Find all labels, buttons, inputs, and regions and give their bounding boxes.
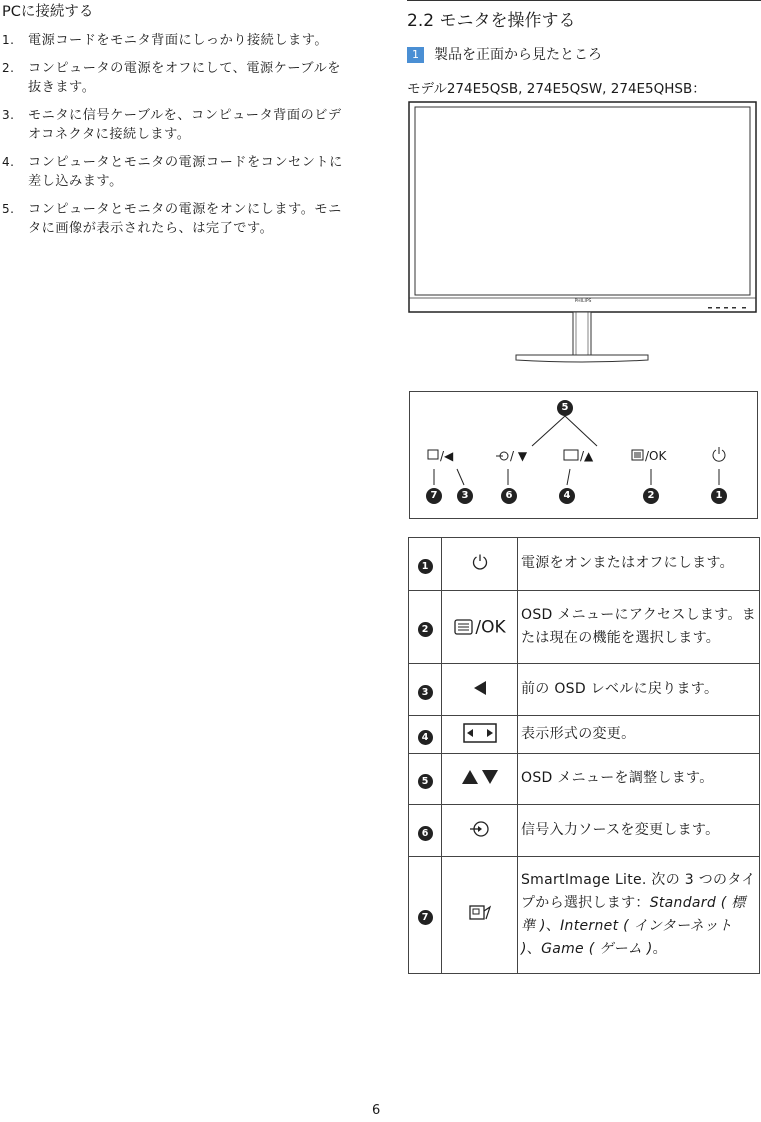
mode-game: Game ( ゲーム )	[541, 940, 653, 957]
section-title: 2.2 モニタを操作する	[407, 11, 576, 31]
row-number: 7	[418, 910, 433, 925]
control-buttons-diagram	[409, 391, 758, 519]
button-label-left: /◀	[440, 449, 454, 463]
row-number: 2	[418, 622, 433, 637]
table-row	[409, 716, 760, 754]
step-item: 4. コンピュータとモニタの電源コードをコンセントに差し込みます。	[2, 155, 343, 189]
row-description: 信号入力ソースを変更します。	[518, 805, 760, 857]
table-row	[409, 805, 760, 857]
row-description: 表示形式の変更。	[518, 716, 760, 754]
row-number: 5	[418, 774, 433, 789]
monitor-brand-logo: PHILIPS	[574, 299, 592, 304]
step-item: 5. コンピュータとモニタの電源をオンにします。モニタに画像が表示されたら、は完了です。	[2, 202, 342, 236]
diagram-icons	[428, 447, 725, 461]
subsection-title: 1 製品を正面から見たところ	[407, 44, 602, 64]
row-number: 3	[418, 685, 433, 700]
page-number: 6	[372, 1103, 381, 1118]
smartimage-icon	[468, 903, 492, 923]
step-item: 2. コンピュータの電源をオフにして、電源ケーブルを抜きます。	[2, 61, 341, 95]
button-label-ok: /OK	[645, 449, 667, 463]
monitor-front-illustration	[408, 101, 758, 366]
diagram-number-2: 2	[643, 488, 659, 504]
diagram-number-4: 4	[559, 488, 575, 504]
diagram-number-6: 6	[501, 488, 517, 504]
up-down-triangles-icon	[460, 769, 500, 785]
button-label-down: / ▼	[510, 449, 528, 463]
step-item: 1. 電源コードをモニタ背面にしっかり接続します。	[2, 33, 329, 48]
table-row	[409, 664, 760, 716]
row-description: 電源をオンまたはオフにします。	[518, 538, 760, 591]
table-row	[409, 538, 760, 591]
input-source-icon	[469, 820, 491, 838]
model-line: モデル274E5QSB, 274E5QSW, 274E5QHSB：	[407, 81, 706, 97]
aspect-icon	[462, 722, 498, 744]
row-description: SmartImage Lite. 次の 3 つのタイプから選択します：Standard ( 標準 )、Internet ( インターネット )、Game ( ゲーム )。	[518, 857, 760, 974]
table-row: 2 /OK OSD メニューにアクセスします。または現在の機能を選択します。	[409, 591, 760, 664]
diagram-number-3: 3	[457, 488, 473, 504]
row-number: 4	[418, 730, 433, 745]
section-divider	[407, 0, 761, 1]
step-item: 3. モニタに信号ケーブルを、コンピュータ背面のビデオコネクタに接続します。	[2, 108, 342, 142]
power-icon	[471, 553, 489, 571]
menu-icon	[453, 618, 475, 636]
left-triangle-icon	[472, 680, 488, 696]
connect-pc-heading: PCに接続する	[2, 4, 94, 20]
mode-standard: Standard ( 標準 )	[521, 894, 746, 934]
button-function-table	[408, 537, 760, 974]
row-description: 前の OSD レベルに戻ります。	[518, 664, 760, 716]
table-row	[409, 754, 760, 805]
mode-internet: Internet ( インターネット )	[521, 917, 733, 957]
diagram-number-7: 7	[426, 488, 442, 504]
diagram-number-1: 1	[711, 488, 727, 504]
row-description: OSD メニューにアクセスします。または現在の機能を選択します。	[518, 591, 760, 664]
button-label-up: /▲	[580, 449, 594, 463]
diagram-number-5: 5	[557, 400, 573, 416]
row-number: 1	[418, 559, 433, 574]
row-description: OSD メニューを調整します。	[518, 754, 760, 805]
connection-steps-list	[0, 31, 352, 247]
subsection-badge: 1	[407, 47, 424, 63]
row-number: 6	[418, 826, 433, 841]
table-row	[409, 857, 760, 974]
